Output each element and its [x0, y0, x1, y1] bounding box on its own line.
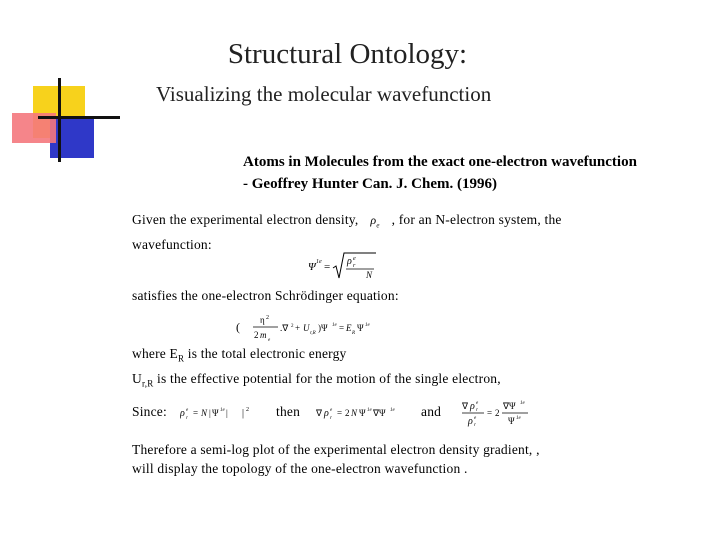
rho-symbol-inline: $\rho_e$ [370, 213, 380, 230]
reference-line-1: Atoms in Molecules from the exact one-electron wavefunction [243, 154, 637, 170]
svg-text:r: r [474, 423, 476, 428]
svg-text:e: e [330, 408, 333, 413]
svg-text:N: N [201, 408, 208, 418]
svg-text:=: = [324, 261, 331, 273]
svg-text:.∇: .∇ [280, 323, 289, 333]
svg-text:r,R: r,R [310, 331, 316, 336]
svg-text:∇: ∇ [316, 408, 323, 418]
svg-text:1e: 1e [220, 408, 225, 413]
svg-text:1e: 1e [516, 416, 521, 421]
intro-line-1 [132, 210, 562, 235]
svg-text:ρ: ρ [470, 401, 475, 412]
svg-text:1e: 1e [365, 323, 370, 328]
conclusion-paragraph [132, 440, 540, 478]
svg-text:(: ( [236, 320, 240, 334]
conclusion-line-1: Therefore a semi-log plot of the experimental electron density gradient, , [132, 442, 540, 457]
svg-text:η: η [260, 315, 265, 325]
svg-text:2: 2 [266, 315, 269, 321]
svg-text:r: r [186, 416, 188, 421]
intro-paragraph [132, 210, 562, 254]
svg-text:1e: 1e [316, 259, 322, 265]
svg-text:=: = [337, 408, 343, 418]
svg-text:Ψ: Ψ [508, 416, 515, 426]
svg-text:2: 2 [345, 408, 350, 418]
intro-text-after: , for an N-electron system, the [388, 212, 562, 227]
svg-text:e: e [186, 408, 189, 413]
gradient-equation [316, 402, 416, 426]
svg-text:=: = [193, 408, 199, 418]
svg-text:∇Ψ: ∇Ψ [373, 408, 386, 418]
svg-text:N: N [366, 270, 373, 280]
svg-text:ρ: ρ [324, 408, 329, 419]
energy-definitions [132, 344, 501, 393]
intro-text-before: Given the experimental electron density, [132, 212, 362, 227]
svg-text:Ψ: Ψ [359, 408, 366, 418]
then-label: then [276, 404, 301, 419]
svg-text:ρ: ρ [347, 256, 352, 267]
svg-text:2: 2 [246, 407, 249, 413]
svg-text:1e: 1e [390, 408, 395, 413]
svg-text:R: R [352, 331, 356, 336]
svg-text:r: r [353, 263, 356, 269]
intro-line-2: wavefunction: [132, 237, 212, 253]
svg-text:N: N [351, 408, 358, 418]
svg-text:e: e [268, 338, 271, 343]
svg-text:)Ψ: )Ψ [318, 323, 328, 333]
svg-text:∇Ψ: ∇Ψ [503, 401, 516, 411]
since-label: Since: [132, 404, 167, 419]
energy-line [132, 344, 501, 369]
svg-text:1e: 1e [367, 408, 372, 413]
svg-text:|: | [226, 408, 228, 418]
reference-block [243, 151, 637, 195]
svg-text:1e: 1e [520, 401, 525, 406]
svg-text:=: = [487, 408, 493, 418]
schrodinger-equation [236, 312, 386, 348]
svg-text:e: e [476, 401, 479, 406]
svg-text:+: + [295, 323, 301, 333]
wavefunction-equation [306, 250, 378, 282]
slide-subtitle: Visualizing the molecular wavefunction [156, 82, 492, 106]
decor-blue-block [50, 118, 94, 158]
svg-text:=: = [339, 323, 345, 333]
energy-sub: R [178, 353, 185, 364]
svg-text:|: | [209, 408, 211, 418]
ratio-equation [462, 398, 542, 430]
svg-text:e: e [353, 256, 356, 262]
svg-text:r: r [330, 416, 332, 421]
potential-line [132, 369, 501, 394]
svg-text:U: U [303, 323, 310, 333]
svg-text:|: | [242, 408, 245, 419]
svg-text:∇: ∇ [462, 401, 469, 411]
svg-text:E: E [346, 323, 352, 333]
svg-text:1e: 1e [332, 323, 337, 328]
and-label: and [421, 404, 442, 419]
svg-text:ρ: ρ [180, 408, 185, 419]
schrodinger-intro: satisfies the one-electron Schrödinger equation: [132, 288, 399, 303]
svg-text:Ψ: Ψ [212, 408, 219, 418]
svg-text:e: e [474, 416, 477, 421]
decor-vertical-line [58, 78, 61, 162]
conclusion-line-2: will display the topology of the one-electron wavefunction . [132, 461, 468, 476]
potential-sub: r,R [141, 378, 154, 389]
reference-line-2: - Geoffrey Hunter Can. J. Chem. (1996) [243, 176, 497, 192]
svg-text:2: 2 [254, 330, 259, 340]
potential-pre: U [132, 370, 142, 386]
svg-text:2: 2 [291, 324, 294, 329]
energy-post: is the total electronic energy [184, 346, 347, 361]
decor-horizontal-line [38, 116, 120, 119]
svg-text:m: m [260, 330, 267, 340]
svg-text:ρ: ρ [468, 416, 473, 427]
slide-title: Structural Ontology: [227, 38, 468, 70]
energy-pre: where E [132, 346, 179, 361]
svg-text:Ψ: Ψ [308, 261, 316, 273]
svg-text:Ψ: Ψ [357, 323, 364, 333]
svg-text:r: r [476, 408, 478, 413]
svg-text:2: 2 [495, 408, 500, 418]
density-equation [180, 402, 260, 426]
potential-post: is the effective potential for the motion of the single electron, [153, 370, 501, 386]
